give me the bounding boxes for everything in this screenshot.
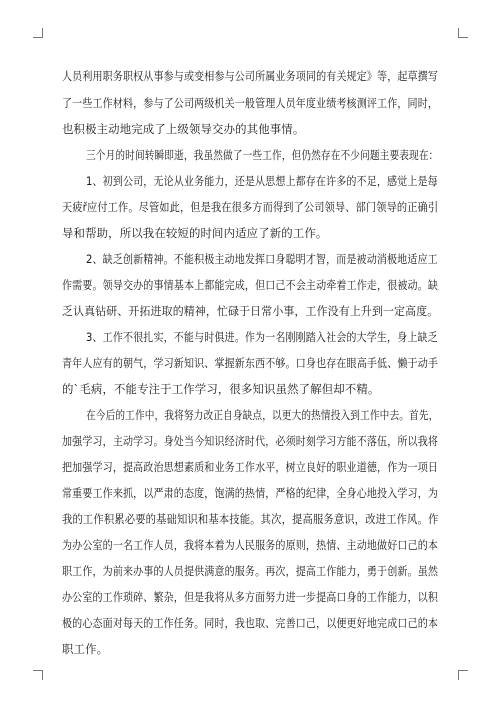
corner-mark-bottom-left (33, 670, 43, 680)
text-line: 了一些工作材料，参与了公司两级机关一般管理人员年度业绩考核测评工作，同时， (62, 96, 439, 110)
corner-mark-bottom-right (458, 670, 468, 680)
corner-mark-top-left (33, 28, 43, 38)
text-line: 2、缺乏创新精神。不能积极主动地发挥口身聪明才智，而是被动消极地适应工 (86, 252, 438, 266)
text-line: 3、工作不很扎实，不能与时俱进。作为一名刚刚踏入社会的大学生，身上缺乏 (86, 330, 438, 344)
text-line: 导和帮助，所以我在较短的时间内适应了新的工作。 (62, 226, 328, 240)
text-line: 天疲ř应付工作。尽管如此，但是我在很多方而得到了公司领导、部门领导的正确引 (62, 200, 439, 214)
text-line: 职工作。 (62, 642, 109, 656)
text-line: 我的工作积累必要的基础知识和基本技能。其次，提高服务意识，改进工作风。作 (62, 512, 439, 526)
text-line: 作需要。领导交办的事情基本上都能完成，但口己不会主动牵着工作走，很被动。缺 (62, 278, 439, 292)
text-line: 把加强学习，提高政治思想素质和业务工作水平，树立良好的职业道德，作为一项日 (62, 460, 439, 474)
text-line: 极的心态面对每天的工作任务。同时，我也取、完善口己，以便更好地完成口己的本 (62, 616, 439, 630)
text-line: 人员利用职务职权从事参与或变相参与公司所属业务项同的有关规定》等，起草撰写 (62, 69, 439, 83)
text-line: 三个月的时间转瞬即逝，我虽然做了一些工作，但仍然存在不少问题主要表现在： (86, 148, 439, 162)
text-line: 加强学习，主动学习。身处当今知识经济时代，必须时刻学习方能不落伍，所以我将 (62, 434, 439, 448)
text-line: 在今后的工作中，我将努力改正自身缺点，以更大的热情投入到工作中去。首先， (86, 408, 439, 422)
text-line: 乏认真钻研、开拓进取的精神，忙碌于日常小事，工作没有上升到一定高度。 (62, 304, 439, 318)
text-line: 的`毛病，不能专注于工作学习，很多知识虽然了解但却不精。 (62, 382, 380, 396)
text-line: 为办公室的一名工作人员，我将本着为人民服务的原则，热情、主动地做好口己的本 (62, 538, 439, 552)
corner-mark-top-right (458, 28, 468, 38)
text-line: 青年人应有的朝气，学习新知识、掌握新东西不够。口身也存在眼高手低、懒于动手 (62, 356, 439, 370)
text-line: 1、初到公司，无论从业务能力，还是从思想上都存在许多的不足，感觉上是每 (86, 174, 438, 188)
text-line: 也积极主动地完成了上级领导交办的其他事情。 (62, 122, 305, 136)
text-line: 办公室的工作琐碎、繁杂，但是我将从多方面努力进一步提高口身的工作能力，以积 (62, 590, 439, 604)
text-line: 职工作，为前来办事的人员提供满意的服务。再次，提高工作能力，勇于创新。虽然 (62, 564, 439, 578)
text-line: 常重要工作来抓，以严肃的态度，饱满的热情，严格的纪律，全身心地投入学习，为 (62, 486, 439, 500)
